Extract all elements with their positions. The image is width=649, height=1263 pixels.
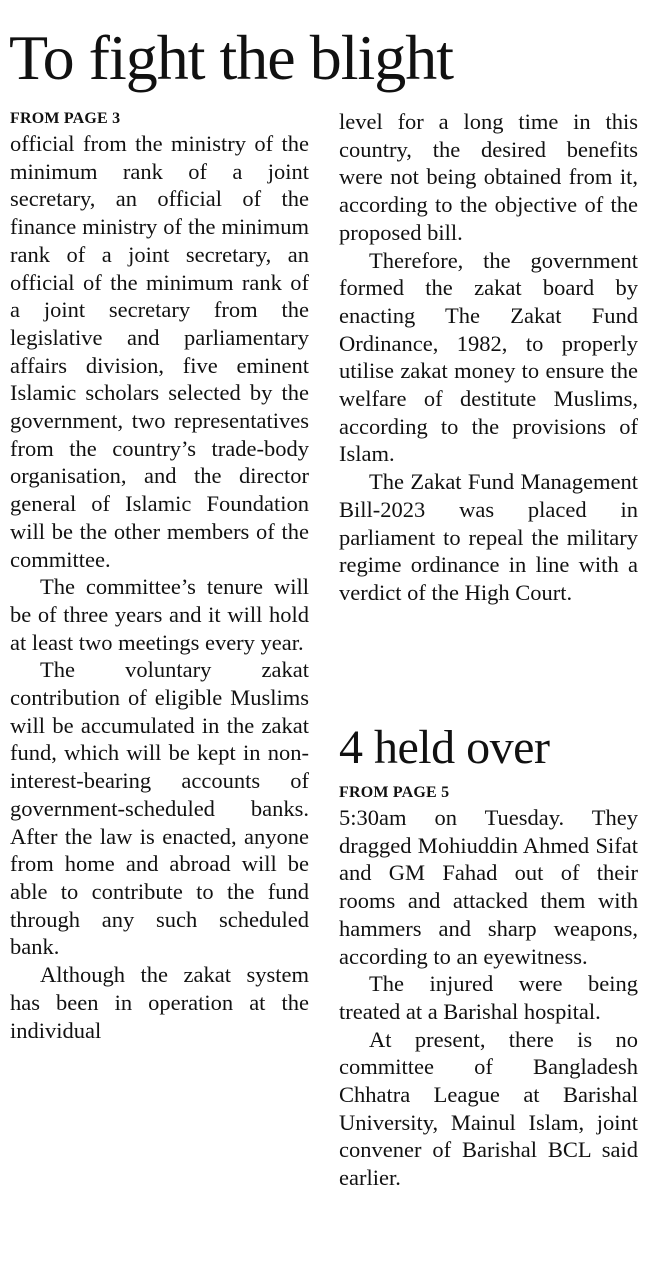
story1-paragraph: The committee’s tenure will be of three years and it will hold at least two meetings every year. (10, 574, 309, 655)
story2-headline: 4 held over (339, 721, 550, 774)
story1-paragraph: Although the zakat system has been in operation at the individual (10, 962, 309, 1043)
story1-paragraph: The Zakat Fund Management Bill-2023 was placed in parliament to repeal the military regime ordinance in line with a verdict of the High Court. (339, 469, 638, 605)
story2-paragraph: The injured were being treated at a Barishal hospital. (339, 971, 638, 1024)
story1-headline: To fight the blight (9, 22, 454, 93)
story1-right-column (339, 108, 638, 607)
story2-jump-label: FROM PAGE 5 (339, 784, 450, 801)
story1-paragraph: The voluntary zakat contribution of eligible Muslims will be accumulated in the zakat fund, which will be kept in non-interest-bearing accounts of government-scheduled banks. After the law is enacted, anyone from home and abroad will be able to contribute to the fund through any such scheduled bank. (10, 657, 309, 960)
story2-paragraph: 5:30am on Tuesday. They dragged Mohiuddin Ahmed Sifat and GM Fahad out of their rooms and attacked them with hammers and sharp weapons, according to an eyewitness. (339, 805, 638, 969)
story1-left-column (10, 108, 309, 1044)
story1-jump-label: FROM PAGE 3 (10, 110, 121, 127)
story1-paragraph: official from the ministry of the minimum rank of a joint secretary, an official of the finance ministry of the minimum rank of a joint secretary, an official of the minimum rank of a joint secretary from the legislative and parliamentary affairs division, five eminent Islamic scholars selected by the government, two representatives from the country’s trade-body organisation, and the director general of Islamic Foundation will be the other members of the committee. (10, 131, 309, 572)
story2-column (339, 782, 638, 1192)
story1-paragraph: Therefore, the government formed the zakat board by enacting The Zakat Fund Ordinance, 1982, to properly utilise zakat money to ensure the welfare of destitute Muslims, according to the provisions of Islam. (339, 247, 638, 467)
story2-paragraph: At present, there is no committee of Bangladesh Chhatra League at Barishal University, Mainul Islam, joint convener of Barishal BCL said earlier. (339, 1026, 638, 1191)
story1-paragraph: level for a long time in this country, the desired benefits were not being obtained from it, according to the objective of the proposed bill. (339, 109, 638, 245)
